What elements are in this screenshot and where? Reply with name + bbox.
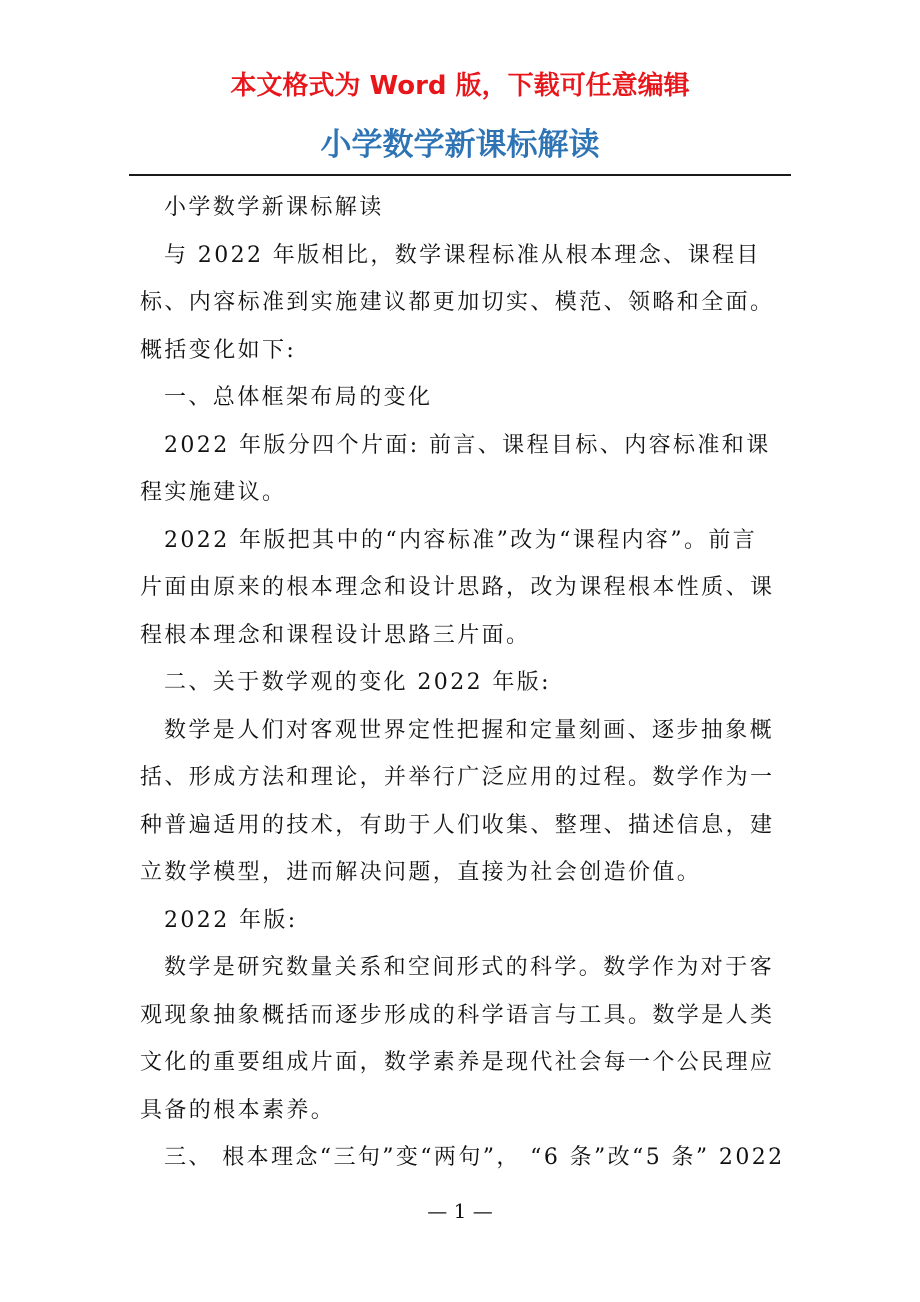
paragraph-content-change: 2022 年版把其中的“内容标准”改为“课程内容”。前言片面由原来的根本理念和设计思路，改为课程根本性质、课程根本理念和课程设计思路三片面。 — [140, 527, 775, 648]
page-number: — 1 — — [427, 1199, 493, 1223]
paragraph-intro: 与 2022 年版相比，数学课程标准从根本理念、课程目标、内容标准到实施建议都更加切实、模范、领略和全面。概括变化如下: — [140, 242, 775, 363]
section-heading-1: 一、总体框架布局的变化 — [164, 385, 433, 410]
paragraph-framework: 2022 年版分四个片面: 前言、课程目标、内容标准和课程实施建议。 — [140, 432, 771, 505]
paragraph-version-label: 2022 年版: — [164, 907, 298, 933]
section-heading-2: 二、关于数学观的变化 2022 年版: — [164, 670, 551, 695]
paragraph-math-view-new: 数学是研究数量关系和空间形式的科学。数学作为对于客观现象抽象概括而逐步形成的科学语言与工具。数学是人类文化的重要组成片面，数学素养是现代社会每一个公民理应具备的根本素养。 — [140, 955, 775, 1123]
download-notice: 本文格式为 Word 版，下载可任意编辑 — [230, 71, 690, 101]
section-heading-3: 三、 根本理念“三句”变“两句”， “6 条”改“5 条” 2022 — [164, 1145, 785, 1170]
paragraph-subtitle: 小学数学新课标解读 — [164, 195, 384, 220]
title-divider — [129, 174, 791, 176]
document-body — [140, 184, 785, 1182]
paragraph-math-view-old: 数学是人们对客观世界定性把握和定量刻画、逐步抽象概括、形成方法和理论，并举行广泛应用的过程。数学作为一种普遍适用的技术，有助于人们收集、整理、描述信息，建立数学模型，进而解决问题，直接为社会创造价值。 — [140, 717, 775, 885]
document-title: 小学数学新课标解读 — [320, 127, 600, 163]
